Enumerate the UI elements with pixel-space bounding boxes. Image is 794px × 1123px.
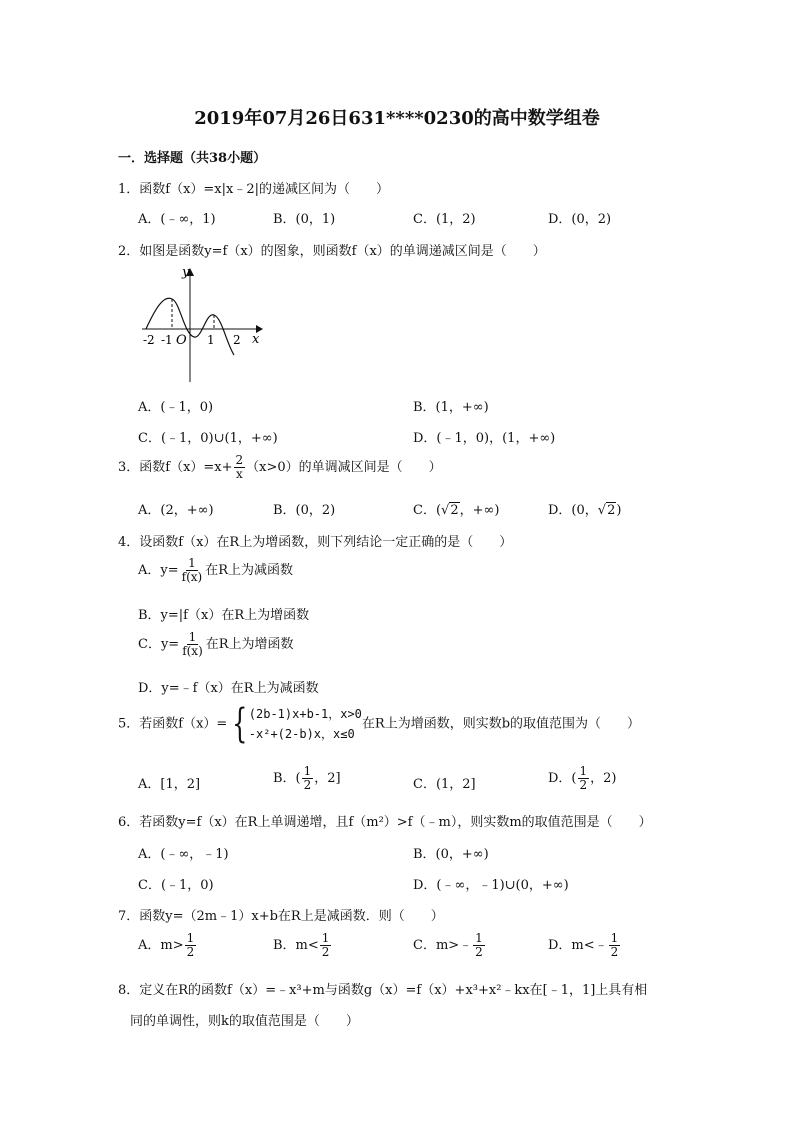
section-heading: 一．选择题（共38小题） [118, 151, 267, 166]
fraction-denominator: 2 [579, 778, 588, 792]
half-fraction [185, 932, 197, 959]
q1-option-d: D．(0，2) [548, 212, 612, 227]
question-8-stem-line-1: 8．定义在R的函数f（x）=﹣x³+m与函数g（x）=f（x）+x³+x²﹣kx在[﹣1，1]上具有相 [118, 983, 648, 998]
tick-label: 2 [233, 333, 241, 347]
question-4-stem: 4．设函数f（x）在R上为增函数，则下列结论一定正确的是（ ） [118, 535, 513, 550]
opt-text: ，2) [590, 771, 617, 786]
opt-text: D．( [548, 771, 577, 786]
q2-option-a: A．(﹣1，0) [138, 400, 214, 415]
q5-option-c: C．(1，2] [413, 777, 476, 792]
q4-option-c [138, 631, 294, 658]
fraction-denominator: 2 [321, 945, 330, 959]
half-fraction [320, 932, 332, 959]
sqrt-icon: √ [597, 503, 607, 518]
sqrt-radicand: 2 [450, 503, 459, 518]
q4-option-d: D．y=﹣f（x）在R上为减函数 [138, 681, 319, 696]
q3-option-c [413, 499, 499, 518]
tick-label: -2 [143, 333, 155, 347]
q3-stem-suffix: （x>0）的单调减区间是（ ） [246, 460, 442, 475]
opt-text: B．( [273, 771, 301, 786]
q6-option-a: A．(﹣∞，﹣1) [138, 847, 229, 862]
case-1: (2b-1)x+b-1，x>0 [248, 707, 362, 721]
tick-label: -1 [161, 333, 173, 347]
q4-option-b: B．y=|f（x）在R上为增函数 [138, 608, 310, 623]
opt-text: 在R上为增函数 [205, 637, 294, 652]
opt-text: ，+∞) [459, 503, 500, 518]
sqrt-radicand: 2 [607, 503, 616, 518]
fraction-denominator: 2 [610, 945, 619, 959]
q2-function-graph [138, 262, 268, 384]
q4-c-fraction [180, 631, 205, 658]
y-axis-label: y [182, 265, 190, 280]
q1-option-c: C．(1，2) [413, 212, 476, 227]
q5-option-a: A．[1，2] [138, 777, 201, 792]
piecewise-cases [249, 704, 362, 744]
q1-option-b: B．(0，1) [273, 212, 336, 227]
fraction-denominator: 2 [303, 778, 312, 792]
opt-text: ，2] [314, 771, 341, 786]
fraction-denominator: f(x) [181, 570, 203, 584]
q2-option-c: C．(﹣1，0)∪(1，+∞) [138, 431, 278, 446]
q3-option-d [548, 499, 621, 518]
opt-text: D．m<﹣ [548, 938, 608, 953]
fraction-numerator: 1 [188, 630, 197, 644]
opt-text: C．( [413, 503, 442, 518]
fraction-numerator: 2 [235, 453, 244, 467]
half-fraction [473, 932, 485, 959]
q2-option-b: B．(1，+∞) [413, 400, 489, 415]
opt-text: C．y= [138, 637, 180, 652]
fraction-numerator: 1 [303, 764, 312, 778]
q6-option-d: D．(﹣∞，﹣1)∪(0，+∞) [413, 878, 569, 893]
q5-option-b [273, 765, 341, 792]
case-2: -x²+(2-b)x，x≤0 [248, 727, 355, 741]
question-1-stem: 1．函数f（x）=x|x﹣2|的递减区间为（ ） [118, 182, 390, 197]
fraction-denominator: f(x) [182, 644, 203, 658]
fraction-denominator: 2 [475, 945, 483, 959]
half-fraction [609, 932, 621, 959]
q6-option-c: C．(﹣1，0) [138, 878, 214, 893]
origin-label: O [176, 333, 187, 348]
page-title: 2019年07月26日631****0230的高中数学组卷 [194, 108, 600, 129]
q1-option-a: A．(﹣∞，1) [138, 212, 216, 227]
opt-text: C．m>﹣ [413, 938, 473, 953]
half-fraction [578, 765, 590, 792]
fraction-numerator: 1 [186, 931, 195, 945]
q5-stem-prefix: 5．若函数f（x）= [118, 716, 228, 732]
fraction-denominator: 2 [186, 945, 195, 959]
fraction-numerator: 1 [475, 931, 483, 945]
q7-option-a [138, 932, 197, 959]
q7-option-d [548, 932, 621, 959]
q3-option-a: A．(2，+∞) [138, 503, 214, 518]
q3-fraction [234, 454, 246, 481]
q7-option-b [273, 932, 332, 959]
question-5-stem [118, 701, 641, 747]
fraction-numerator: 1 [188, 556, 196, 570]
opt-text: 在R上为减函数 [205, 563, 294, 578]
fraction-numerator: 1 [579, 764, 588, 778]
opt-text: ) [616, 503, 622, 518]
half-fraction [302, 765, 314, 792]
q5-option-d [548, 765, 616, 792]
opt-text: D．(0， [548, 503, 598, 518]
tick-label: 1 [207, 333, 215, 347]
question-7-stem: 7．函数y=（2m﹣1）x+b在R上是减函数．则（ ） [118, 909, 444, 924]
sqrt-icon: √ [441, 503, 450, 518]
opt-text: B．m< [273, 938, 319, 953]
q4-option-a [138, 557, 293, 584]
opt-text: A．y= [138, 563, 179, 578]
left-brace-icon: { [232, 701, 248, 747]
question-2-stem: 2．如图是函数y=f（x）的图象，则函数f（x）的单调递减区间是（ ） [118, 244, 546, 259]
opt-text: A．m> [138, 938, 184, 953]
q4-a-fraction [180, 557, 205, 584]
fraction-numerator: 1 [321, 931, 330, 945]
x-axis-label: x [252, 332, 260, 347]
q3-stem-prefix: 3．函数f（x）=x+ [118, 460, 233, 475]
question-6-stem: 6．若函数y=f（x）在R上单调递增，且f（m²）>f（﹣m），则实数m的取值范围是（ ） [118, 815, 652, 830]
question-3-stem [118, 454, 442, 481]
question-8-stem-line-2: 同的单调性，则k的取值范围是（ ） [130, 1014, 359, 1029]
q2-option-d: D．(﹣1，0)，(1，+∞) [413, 431, 556, 446]
q3-option-b: B．(0，2) [273, 503, 336, 518]
fraction-denominator: x [235, 467, 243, 481]
q5-stem-suffix: 在R上为增函数，则实数b的取值范围为（ ） [361, 716, 641, 732]
q7-option-c [413, 932, 486, 959]
q6-option-b: B．(0，+∞) [413, 847, 489, 862]
fraction-numerator: 1 [610, 931, 619, 945]
